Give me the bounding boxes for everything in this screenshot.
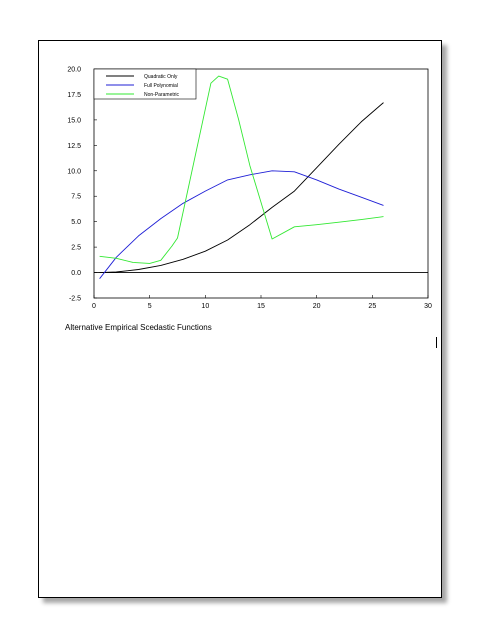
- y-tick-label: 12.5: [67, 142, 81, 150]
- x-tick-label: 15: [257, 303, 265, 310]
- figure-caption: Alternative Empirical Scedastic Functions: [65, 323, 212, 332]
- y-tick-label: 15.0: [67, 117, 81, 125]
- plot-area-frame: [94, 69, 428, 298]
- series-line-non-parametric: [100, 76, 384, 263]
- series-line-quadratic-only: [100, 103, 384, 273]
- y-tick-label: 0.0: [71, 270, 81, 278]
- x-tick-label: 20: [312, 303, 321, 310]
- x-tick-label: 10: [201, 303, 210, 310]
- legend-label: Non-Parametric: [144, 92, 180, 98]
- y-tick-label: 20.0: [67, 66, 81, 74]
- x-tick-label: 0: [92, 303, 96, 310]
- y-tick-label: 7.5: [71, 193, 81, 201]
- y-tick-label: 5.0: [71, 219, 81, 227]
- x-tick-label: 30: [424, 303, 432, 310]
- chart: [39, 41, 441, 331]
- legend-label: Quadratic Only: [144, 74, 178, 80]
- y-tick-label: 17.5: [67, 91, 81, 99]
- document-page[interactable]: [38, 40, 442, 598]
- y-tick-label: -2.5: [68, 295, 81, 303]
- y-tick-label: 10.0: [67, 168, 81, 176]
- legend-label: Full Polynomial: [144, 83, 178, 89]
- y-tick-label: 2.5: [71, 244, 81, 252]
- x-tick-label: 25: [368, 303, 377, 310]
- text-cursor: [436, 337, 437, 348]
- x-tick-label: 5: [147, 303, 152, 310]
